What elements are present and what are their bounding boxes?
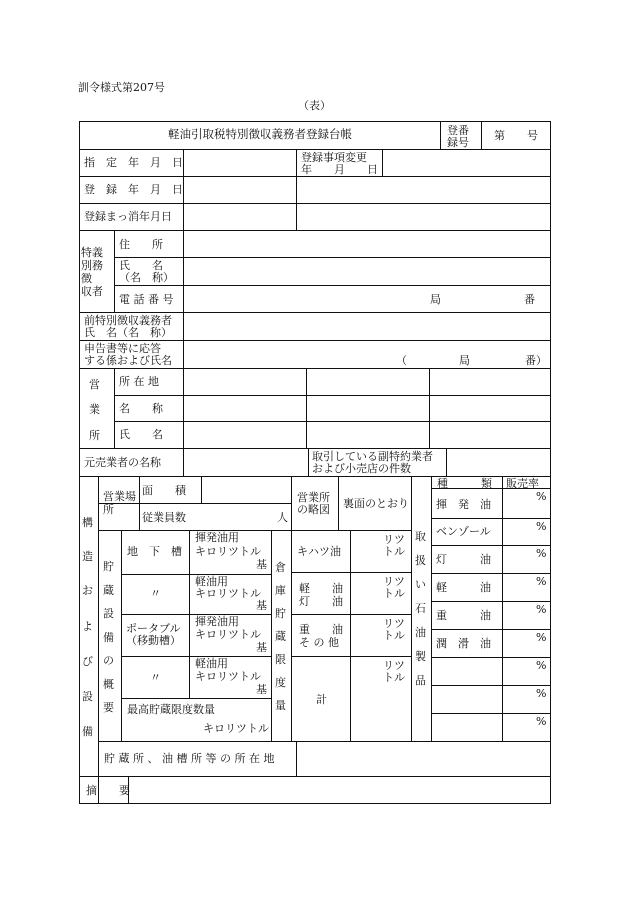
- tank1-type: 揮発油用: [195, 531, 239, 544]
- tank4-count: 基: [256, 683, 267, 696]
- liter-unit-2a: リツ: [383, 575, 405, 588]
- portable-label-1: ポータブル: [126, 622, 181, 635]
- warehouse-group-4: 蔵: [275, 630, 286, 643]
- contact-kyoku: 局: [459, 354, 470, 367]
- dealer-count-label-1: 取引している副特約業者: [312, 450, 433, 463]
- sketch-label-2: の略図: [297, 503, 330, 516]
- warehouse-other-label: そ の 他: [299, 636, 339, 649]
- handling-group-7: 品: [415, 674, 426, 687]
- storage-group-2: 蔵: [103, 584, 114, 597]
- warehouse-diesel-label: 軽 油: [299, 582, 343, 595]
- staff-unit: 人: [277, 511, 288, 524]
- collector-name-label: 氏 名: [119, 259, 163, 272]
- phone-ban: 番: [524, 293, 535, 306]
- storage-group-6: 概: [103, 678, 114, 691]
- warehouse-group-2: 庫: [275, 584, 286, 597]
- office-group-3: 所: [89, 429, 100, 442]
- handling-group-3: い: [415, 578, 426, 591]
- tank3-type: 揮発油用: [195, 615, 239, 628]
- collector-group-1: 特義: [81, 246, 103, 259]
- liter-unit-3a: リツ: [383, 617, 405, 630]
- percent-1: %: [536, 490, 547, 503]
- structure-group-3: お: [82, 584, 93, 597]
- collector-address-label: 住 所: [119, 238, 163, 251]
- max-storage-unit: キロリツトル: [203, 722, 269, 735]
- handling-group-5: 油: [415, 626, 426, 639]
- tank1-count: 基: [256, 558, 267, 571]
- structure-group-4: よ: [82, 620, 93, 633]
- product-3: 灯 油: [436, 553, 491, 566]
- warehouse-kerosene-label: キハツ油: [297, 545, 341, 558]
- area-label: 面 積: [142, 484, 186, 497]
- percent-9: %: [536, 715, 547, 728]
- liter-unit-4a: リツ: [383, 659, 405, 672]
- designation-date-label: 指 定 年 月 日: [84, 156, 183, 169]
- liter-unit-2b: トル: [383, 587, 405, 600]
- office-title-label: 名 称: [119, 402, 163, 415]
- contact-label-1: 申告書等に応答: [84, 342, 161, 355]
- liter-unit-4b: トル: [383, 671, 405, 684]
- storage-group-5: の: [103, 654, 114, 667]
- change-date-label-bottom: 年 月 日: [301, 163, 378, 176]
- collector-group-4: 収者: [81, 285, 103, 298]
- staff-label: 従業員数: [142, 511, 186, 524]
- percent-8: %: [536, 687, 547, 700]
- tank4-type: 軽油用: [195, 657, 228, 670]
- storage-location-label: 貯 蔵 所 、 油 槽 所 等 の 所 在 地: [104, 752, 275, 765]
- percent-7: %: [536, 659, 547, 672]
- structure-group-7: 備: [82, 725, 93, 738]
- underground-tank-label: 地 下 槽: [127, 545, 182, 558]
- tank2-unit: キロリツトル: [195, 587, 261, 600]
- contact-close: 番）: [525, 354, 547, 367]
- product-6: 潤 滑 油: [436, 637, 491, 650]
- office-location-label: 所 在 地: [119, 375, 159, 388]
- max-storage-label: 最高貯蔵限度数量: [127, 703, 215, 716]
- structure-group-5: び: [82, 655, 93, 668]
- product-4: 軽 油: [436, 581, 491, 594]
- structure-group-2: 造: [82, 550, 93, 563]
- prev-collector-label-2: 氏 名（名 称）: [84, 326, 172, 339]
- office-site-label: 営業場所: [103, 490, 136, 517]
- deletion-date-label: 登録まっ消年月日: [84, 210, 172, 223]
- reg-no-value: 第 号: [494, 129, 538, 142]
- form-number: 訓令様式第207号: [78, 81, 165, 94]
- structure-group-6: 設: [82, 690, 93, 703]
- change-date-label-top: 登録事項変更: [301, 151, 367, 164]
- reg-no-label-bottom: 録号: [447, 136, 469, 149]
- phone-kyoku: 局: [430, 293, 441, 306]
- liter-unit-3b: トル: [383, 629, 405, 642]
- sales-rate-header: 販売率: [506, 477, 539, 490]
- handling-group-2: 扱: [415, 554, 426, 567]
- storage-group-3: 設: [103, 607, 114, 620]
- tank3-unit: キロリツトル: [195, 628, 261, 641]
- sketch-value: 裏面のとおり: [343, 497, 409, 510]
- percent-5: %: [536, 603, 547, 616]
- warehouse-group-1: 倉: [275, 561, 286, 574]
- warehouse-group-5: 限: [275, 653, 286, 666]
- form-side-label: （表）: [298, 99, 331, 112]
- wholesaler-label: 元売業者の名称: [84, 456, 161, 469]
- storage-group-1: 貯: [103, 560, 114, 573]
- product-5: 重 油: [436, 609, 491, 622]
- contact-label-2: する係および氏名: [84, 354, 172, 367]
- storage-group-4: 備: [103, 631, 114, 644]
- percent-2: %: [536, 520, 547, 533]
- warehouse-total-label: 計: [316, 693, 327, 706]
- collector-group-3: 徴: [81, 272, 92, 285]
- office-name-label: 氏 名: [119, 428, 163, 441]
- warehouse-group-7: 量: [275, 699, 286, 712]
- warehouse-lamp-oil-label: 灯 油: [299, 595, 343, 608]
- product-2: ベンゾール: [436, 525, 491, 538]
- dealer-count-label-2: および小売店の件数: [312, 462, 411, 475]
- tank1-unit: キロリツトル: [195, 545, 261, 558]
- collector-phone-label: 電 話 番 号: [119, 293, 174, 306]
- prev-collector-label-1: 前特別徴収義務者: [84, 314, 172, 327]
- handling-group-4: 石: [415, 602, 426, 615]
- storage-group-7: 要: [103, 701, 114, 714]
- ditto-mark-2: 〃: [150, 671, 161, 684]
- portable-label-2: （移動槽）: [126, 634, 181, 647]
- product-type-header: 種 類: [437, 477, 492, 490]
- form-title: 軽油引取税特別徴収義務者登録台帳: [168, 127, 352, 141]
- reg-no-label-top: 登番: [447, 124, 469, 137]
- contact-open: （: [396, 354, 407, 367]
- percent-4: %: [536, 575, 547, 588]
- warehouse-group-3: 貯: [275, 607, 286, 620]
- percent-3: %: [536, 547, 547, 560]
- remarks-label: 摘 要: [86, 784, 130, 797]
- collector-name-sub-label: （名 称）: [119, 271, 174, 284]
- warehouse-group-6: 度: [275, 676, 286, 689]
- handling-group-1: 取: [415, 530, 426, 543]
- structure-group-1: 構: [82, 516, 93, 529]
- product-1: 揮 発 油: [436, 498, 491, 511]
- tank2-type: 軽油用: [195, 575, 228, 588]
- warehouse-heavy-label: 重 油: [299, 623, 343, 636]
- collector-group-2: 別務: [81, 259, 103, 272]
- registration-date-label: 登 録 年 月 日: [84, 183, 183, 196]
- office-group-2: 業: [89, 403, 100, 416]
- office-group-1: 営: [89, 378, 100, 391]
- tank2-count: 基: [256, 599, 267, 612]
- percent-6: %: [536, 631, 547, 644]
- tank4-unit: キロリツトル: [195, 670, 261, 683]
- liter-unit-1b: トル: [383, 545, 405, 558]
- sketch-label-1: 営業所: [297, 491, 330, 504]
- ditto-mark-1: 〃: [150, 587, 161, 600]
- handling-group-6: 製: [415, 650, 426, 663]
- tank3-count: 基: [256, 641, 267, 654]
- liter-unit-1a: リツ: [383, 533, 405, 546]
